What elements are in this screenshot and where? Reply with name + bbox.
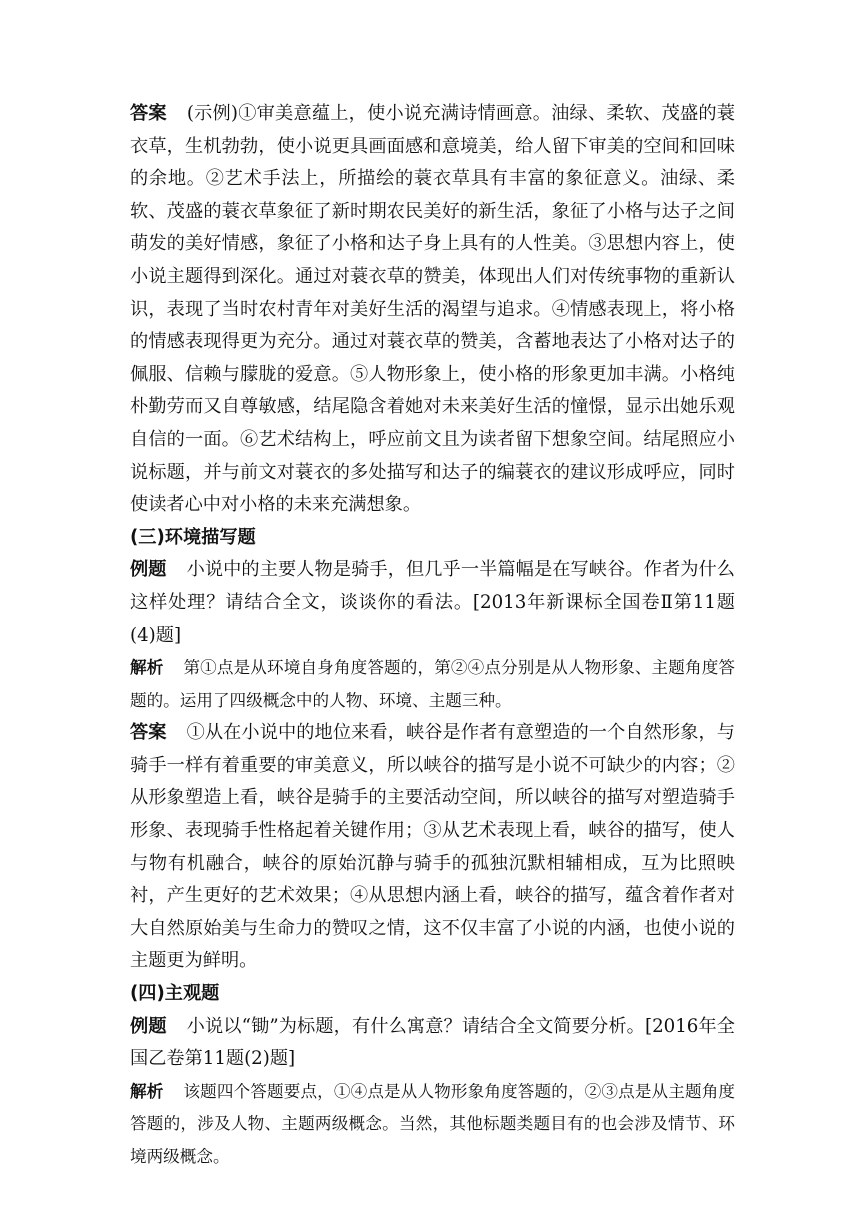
answer-label: 答案 <box>130 722 167 744</box>
analysis-text: 第①点是从环境自身角度答题的，第②④点分别是从人物形象、主题角度答题的。运用了四级概念中的人物、环境、主题三种。 <box>130 658 735 710</box>
analysis-label: 解析 <box>130 1081 164 1101</box>
answer-label: 答案 <box>130 103 167 124</box>
example-paragraph <box>130 554 735 652</box>
section-heading-subjective: (四)主观题 <box>130 983 220 1005</box>
example-text: 小说以“锄”为标题，有什么寓意？请结合全文简要分析。[2016年全国乙卷第11题(2)题] <box>130 1015 735 1070</box>
analysis-text: 该题四个答题要点，①④点是从人物形象角度答题的，②③点是从主题角度答题的，涉及人物、主题两级概念。当然，其他标题类题目有的也会涉及情节、环境两级概念。 <box>130 1081 735 1166</box>
example-paragraph <box>130 1011 735 1076</box>
document-page <box>130 98 735 1174</box>
analysis-label: 解析 <box>130 658 164 678</box>
analysis-paragraph <box>130 1076 735 1174</box>
section-heading-environment: (三)环境描写题 <box>130 526 256 548</box>
example-text: 小说中的主要人物是骑手，但几乎一半篇幅是在写峡谷。作者为什么这样处理？请结合全文，谈谈你的看法。[2013年新课标全国卷Ⅱ第11题(4)题] <box>130 559 735 646</box>
answer-paragraph <box>130 98 735 522</box>
analysis-paragraph <box>130 652 735 717</box>
answer-paragraph <box>130 717 735 978</box>
answer-text: (示例)①审美意蕴上，使小说充满诗情画意。油绿、柔软、茂盛的蓑衣草，生机勃勃，使小说更具画面感和意境美，给人留下审美的空间和回味的余地。②艺术手法上，所描绘的蓑衣草具有丰富的象征意义。油绿、柔软、茂盛的蓑衣草象征了新时期农民美好的新生活，象征了小格与达子之间萌发的美好情感，象征了小格和达子身上具有的人性美。③思想内容上，使小说主题得到深化。通过对蓑衣草的赞美，体现出人们对传统事物的重新认识，表现了当时农村青年对美好生活的渴望与追求。④情感表现上，将小格的情感表现得更为充分。通过对蓑衣草的赞美，含蓄地表达了小格对达子的佩服、信赖与朦胧的爱意。⑤人物形象上，使小格的形象更加丰满。小格纯朴勤劳而又自尊敏感，结尾隐含着她对未来美好生活的憧憬，显示出她乐观自信的一面。⑥艺术结构上，呼应前文且为读者留下想象空间。结尾照应小说标题，并与前文对蓑衣的多处描写和达子的编蓑衣的建议形成呼应，同时使读者心中对小格的未来充满想象。 <box>130 103 735 516</box>
example-label: 例题 <box>130 1015 167 1037</box>
example-label: 例题 <box>130 559 167 581</box>
answer-text: ①从在小说中的地位来看，峡谷是作者有意塑造的一个自然形象，与骑手一样有着重要的审美意义，所以峡谷的描写是小说不可缺少的内容；②从形象塑造上看，峡谷是骑手的主要活动空间，所以峡谷的描写对塑造骑手形象、表现骑手性格起着关键作用；③从艺术表现上看，峡谷的描写，使人与物有机融合，峡谷的原始沉静与骑手的孤独沉默相辅相成，互为比照映衬，产生更好的艺术效果；④从思想内涵上看，峡谷的描写，蕴含着作者对大自然原始美与生命力的赞叹之情，这不仅丰富了小说的内涵，也使小说的主题更为鲜明。 <box>130 722 735 972</box>
